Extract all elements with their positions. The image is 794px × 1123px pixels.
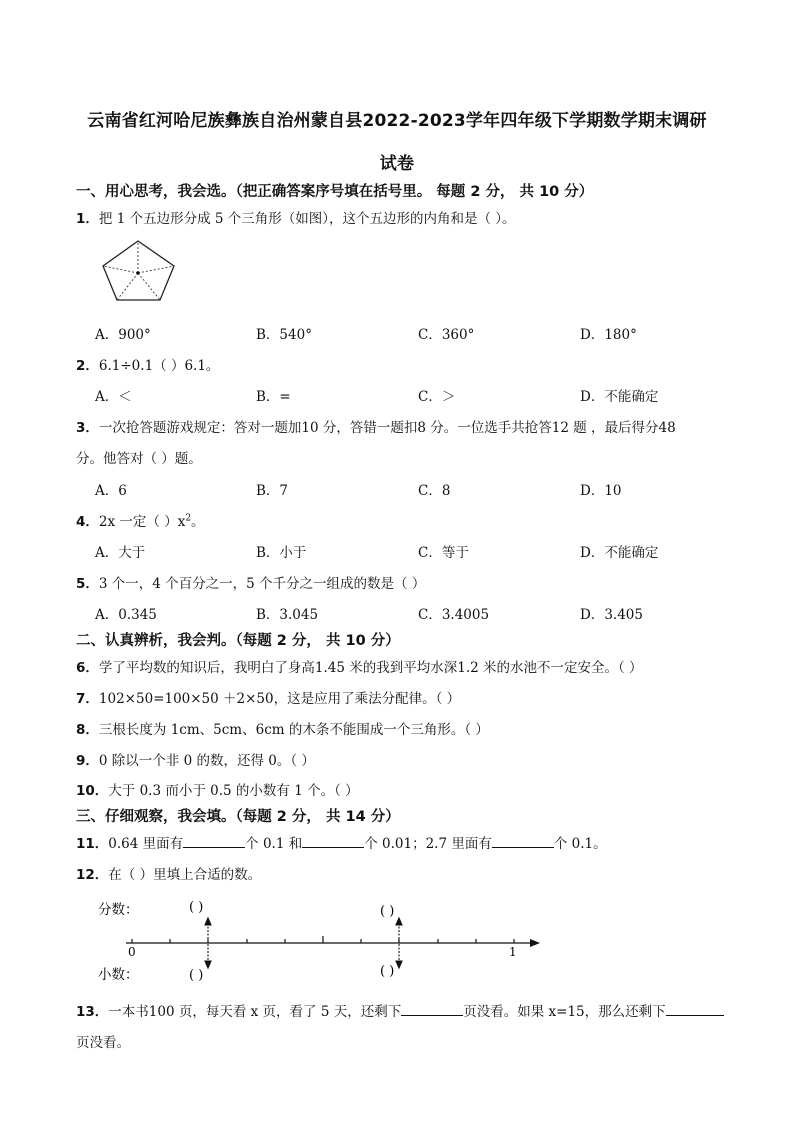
question-1 <box>76 207 516 227</box>
question-text: 页没看。如果 x=15，那么还剩下 <box>463 1004 666 1020</box>
question-number: 2． <box>76 358 99 374</box>
document-title-line1: 云南省红河哈尼族彝族自治州蒙自县2022-2023学年四年级下学期数学期末调研 <box>87 111 707 131</box>
q4-option-a: A．大于 <box>95 545 146 561</box>
question-number: 9． <box>76 753 99 769</box>
q4-option-b: B．小于 <box>256 545 307 561</box>
q1-option-a: A．900° <box>95 327 151 343</box>
answer-blank <box>401 1003 463 1016</box>
question-12 <box>76 863 261 883</box>
question-number: 12． <box>76 867 109 883</box>
q1-option-d: D．180° <box>580 327 637 343</box>
paren-top-right: ( ) <box>380 904 395 919</box>
q2-option-b: B．= <box>256 389 291 405</box>
question-number: 3． <box>76 420 99 436</box>
question-11 <box>76 832 607 852</box>
question-10 <box>76 779 359 799</box>
question-13-continued: 页没看。 <box>76 1035 130 1051</box>
document-title-line2: 试卷 <box>379 154 415 174</box>
question-text: 个 0.1 和 <box>245 836 303 852</box>
q2-option-c: C．＞ <box>418 389 456 405</box>
axis-arrow-head <box>530 939 540 947</box>
question-text: 3 个一，4 个百分之一，5 个千分之一组成的数是（ ） <box>98 576 426 592</box>
q3-option-d: D．10 <box>580 483 622 499</box>
question-5 <box>76 572 425 592</box>
question-text: 一本书100 页，每天看 x 页，看了 5 天，还剩下 <box>108 1004 402 1020</box>
section-heading-2: 二、认真辨析，我会判。（每题 2 分， 共 10 分） <box>76 633 400 649</box>
question-number: 1． <box>76 211 99 227</box>
question-text: 大于 0.3 而小于 0.5 的小数有 1 个。（ ） <box>108 783 359 799</box>
tick-label-one: 1 <box>509 945 517 959</box>
question-number: 11． <box>76 836 109 852</box>
question-text: 2x 一定（ ）x <box>98 514 186 530</box>
q2-option-d: D．不能确定 <box>580 389 659 405</box>
question-text: 学了平均数的知识后，我明白了身高1.45 米的我到平均水深1.2 米的水池不一定安全。（ ） <box>98 660 643 676</box>
q3-option-c: C．8 <box>418 483 451 499</box>
q2-option-a: A．＜ <box>95 389 132 405</box>
question-number: 10． <box>76 783 109 799</box>
question-number: 13． <box>76 1004 109 1020</box>
question-text: 0 除以一个非 0 的数，还得 0。（ ） <box>98 753 315 769</box>
q5-option-d: D．3.405 <box>580 607 643 623</box>
q1-option-b: B．540° <box>256 327 312 343</box>
answer-blank <box>302 835 364 848</box>
question-text: 个 0.1。 <box>553 836 607 852</box>
q5-option-a: A．0.345 <box>95 607 157 623</box>
pentagon-figure <box>100 238 180 304</box>
q1-option-c: C．360° <box>418 327 475 343</box>
q4-option-d: D．不能确定 <box>580 545 659 561</box>
question-13 <box>76 1000 724 1020</box>
question-text: 个 0.01；2.7 里面有 <box>364 836 492 852</box>
section-heading-1: 一、用心思考，我会选。（把正确答案序号填在括号里。 每题 2 分， 共 10 分） <box>76 184 594 200</box>
question-number: 8． <box>76 722 99 738</box>
q5-option-b: B．3.045 <box>256 607 319 623</box>
section-heading-3: 三、仔细观察，我会填。（每题 2 分， 共 14 分） <box>76 809 400 825</box>
question-4 <box>76 510 205 530</box>
fraction-label: 分数： <box>98 902 139 918</box>
axis-ticks <box>132 936 514 943</box>
question-3-continued: 分。他答对（ ）题。 <box>76 451 202 467</box>
question-text: 6.1÷0.1（ ）6.1。 <box>98 358 220 374</box>
question-text: 把 1 个五边形分成 5 个三角形（如图），这个五边形的内角和是（ ）。 <box>98 211 516 227</box>
q3-option-a: A．6 <box>95 483 127 499</box>
question-8 <box>76 718 489 738</box>
question-text: 一次抢答题游戏规定：答对一题加10 分，答错一题扣8 分。一位选手共抢答12 题 ，最后得分48 <box>98 420 676 436</box>
q4-option-c: C．等于 <box>418 545 469 561</box>
question-number: 5． <box>76 576 99 592</box>
question-6 <box>76 656 643 676</box>
exponent: 2 <box>185 513 192 524</box>
question-2 <box>76 354 219 374</box>
question-text: 在（ ）里填上合适的数。 <box>108 867 262 883</box>
question-text: 102×50=100×50 ＋2×50，这是应用了乘法分配律。（ ） <box>98 691 461 707</box>
answer-blank <box>492 835 554 848</box>
q3-option-b: B．7 <box>256 483 289 499</box>
question-number: 4． <box>76 514 99 530</box>
answer-blank <box>183 835 245 848</box>
question-7 <box>76 687 460 707</box>
q5-option-c: C．3.4005 <box>418 607 490 623</box>
question-number: 7． <box>76 691 99 707</box>
question-number: 6． <box>76 660 99 676</box>
question-9 <box>76 749 315 769</box>
question-text-end: 。 <box>191 514 205 530</box>
question-text: 三根长度为 1cm、5cm、6cm 的木条不能围成一个三角形。（ ） <box>98 722 489 738</box>
number-line-figure <box>92 895 552 987</box>
decimal-label: 小数： <box>98 967 139 983</box>
tick-label-zero: 0 <box>128 945 136 959</box>
paren-top-left: ( ) <box>189 900 204 915</box>
question-3 <box>76 416 676 436</box>
paren-bottom-right: ( ) <box>380 964 395 979</box>
answer-blank <box>666 1003 724 1016</box>
paren-bottom-left: ( ) <box>189 968 204 983</box>
question-text: 0.64 里面有 <box>108 836 184 852</box>
